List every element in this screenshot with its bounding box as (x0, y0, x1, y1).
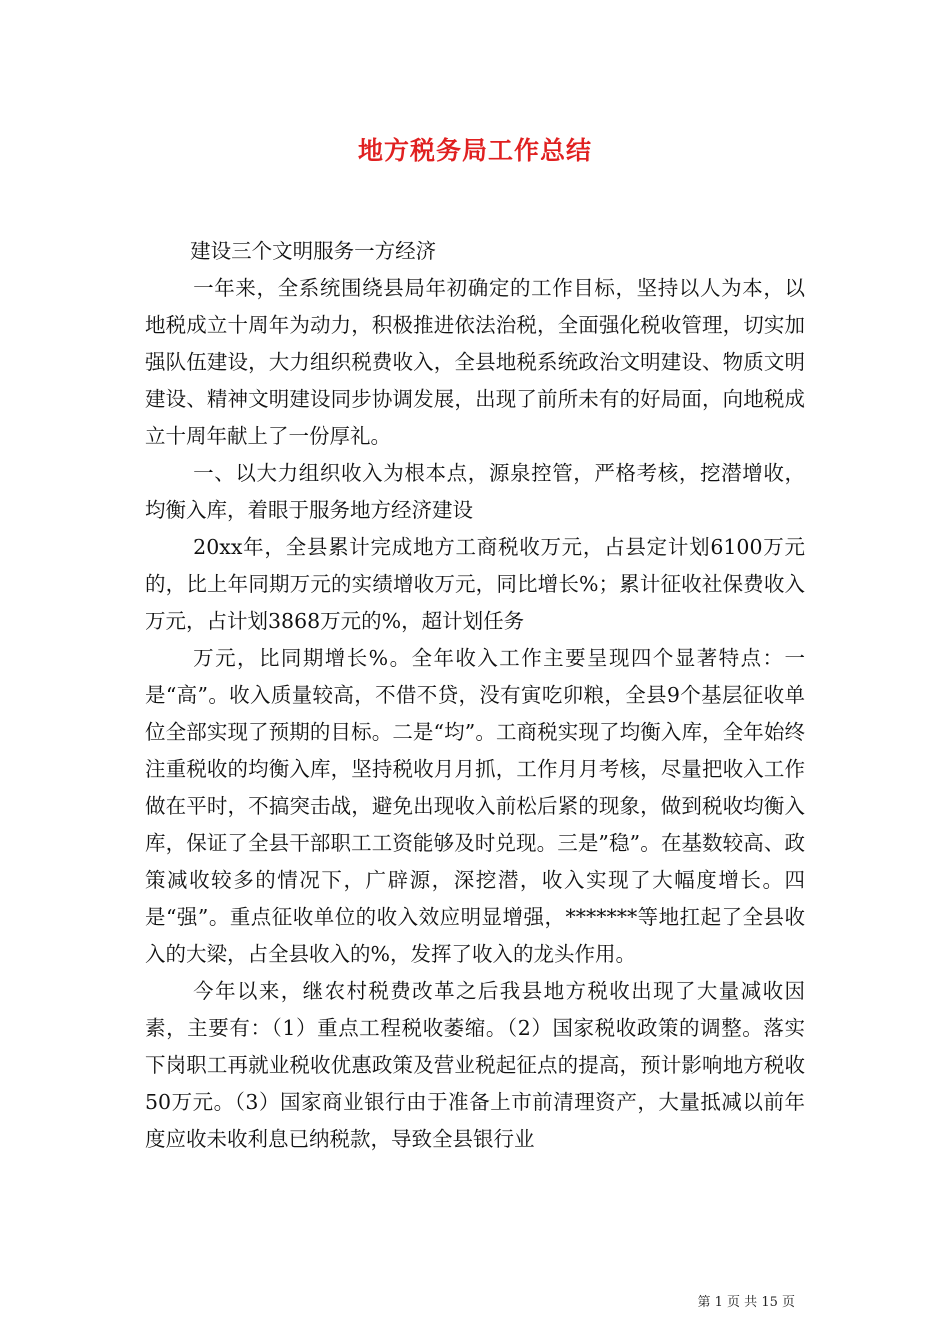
paragraph: 20xx年，全县累计完成地方工商税收万元，占县定计划6100万元的，比上年同期万元的实绩增收万元，同比增长%；累计征收社保费收入万元，占计划3868万元的%，超计划任务 (145, 535, 805, 633)
paragraph: 一年来，全系统围绕县局年初确定的工作目标，坚持以人为本，以地税成立十周年为动力，积极推进依法治税，全面强化税收管理，切实加强队伍建设，大力组织税费收入，全县地税系统政治文明建设、物质文明建设、精神文明建设同步协调发展，出现了前所未有的好局面，向地税成立十周年献上了一份厚礼。 (145, 276, 805, 448)
page-number: 第 1 页 共 15 页 (697, 1295, 795, 1310)
paragraph: 今年以来，继农村税费改革之后我县地方税收出现了大量减收因素，主要有：（1）重点工程税收萎缩。（2）国家税收政策的调整。落实下岗职工再就业税收优惠政策及营业税起征点的提高，预计影响地方税收50万元。（3）国家商业银行由于准备上市前清理资产，大量抵减以前年度应收未收利息已纳税款，导致全县银行业 (145, 979, 805, 1151)
document-title: 地方税务局工作总结 (357, 136, 592, 165)
document-body (145, 233, 805, 1158)
section-heading: 一、以大力组织收入为根本点，源泉控管，严格考核，挖潜增收，均衡入库，着眼于服务地方经济建设 (145, 461, 805, 522)
document-subtitle: 建设三个文明服务一方经济 (190, 239, 437, 263)
paragraph: 万元，比同期增长%。全年收入工作主要呈现四个显著特点：一是“高”。收入质量较高，不借不贷，没有寅吃卯粮，全县9个基层征收单位全部实现了预期的目标。二是“均”。工商税实现了均衡入库，全年始终注重税收的均衡入库，坚持税收月月抓，工作月月考核，尽量把收入工作做在平时，不搞突击战，避免出现收入前松后紧的现象，做到税收均衡入库，保证了全县干部职工工资能够及时兑现。三是”稳”。在基数较高、政策减收较多的情况下，广辟源，深挖潜，收入实现了大幅度增长。四是“强”。重点征收单位的收入效应明显增强，*******等地扛起了全县收入的大梁，占全县收入的%，发挥了收入的龙头作用。 (145, 646, 805, 966)
